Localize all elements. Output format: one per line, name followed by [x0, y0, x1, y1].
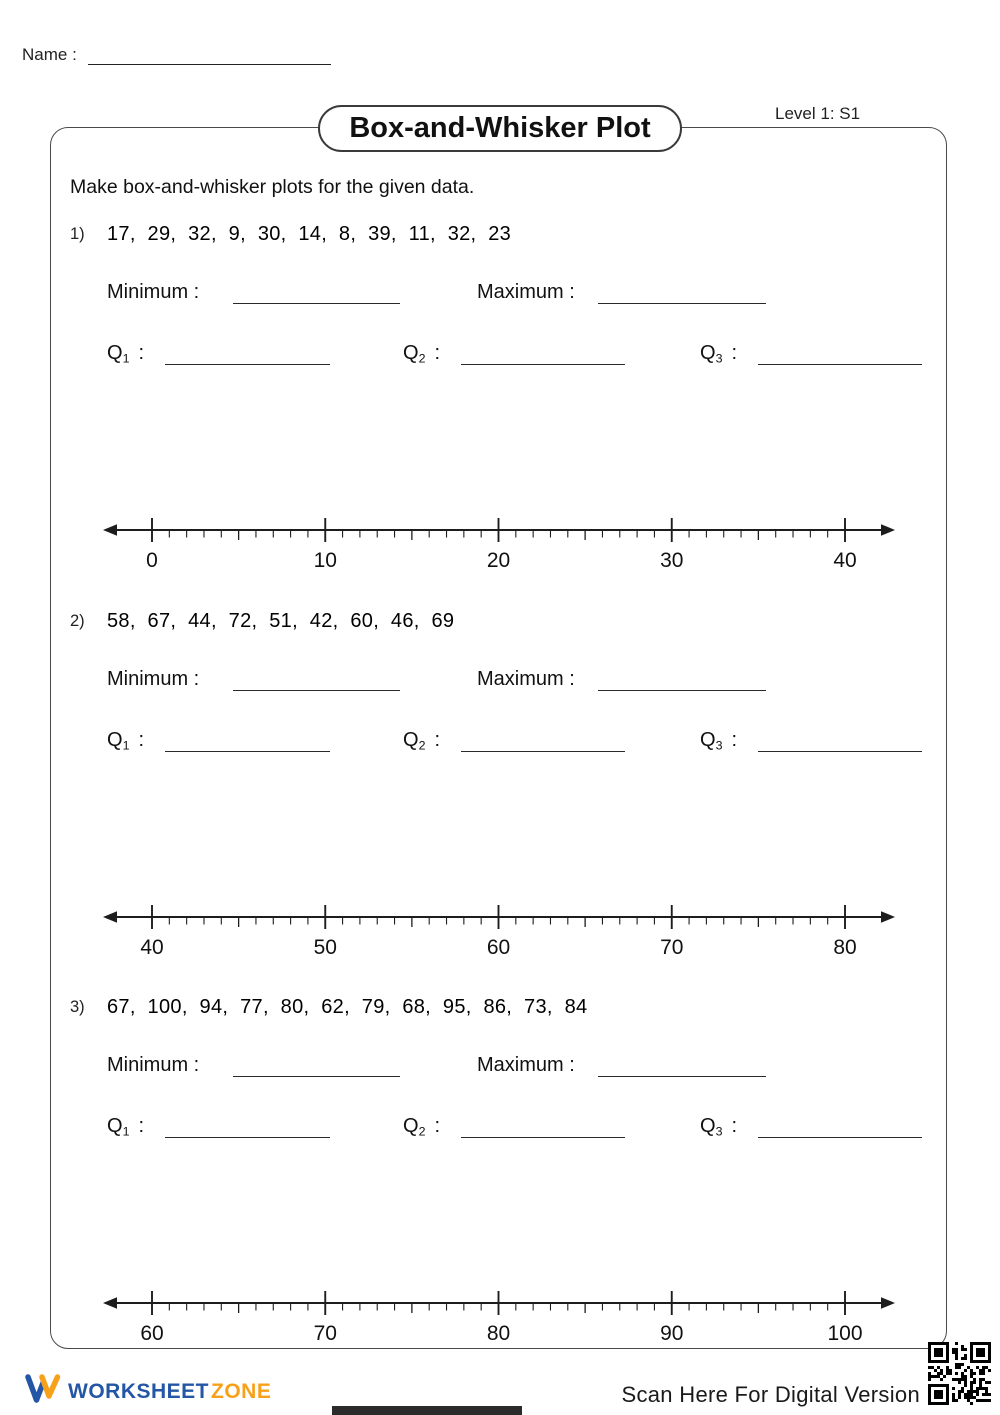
svg-text:40: 40	[833, 549, 857, 572]
instruction-text: Make box-and-whisker plots for the given data.	[70, 176, 475, 198]
svg-text:70: 70	[660, 936, 684, 959]
problem-number: 1)	[70, 225, 85, 243]
q3-answer-blank[interactable]	[758, 341, 922, 365]
problem-number: 3)	[70, 998, 85, 1016]
quartile-row	[50, 1115, 947, 1145]
number-line	[99, 512, 899, 572]
q2-answer-blank[interactable]	[461, 341, 625, 365]
maximum-label: Maximum :	[477, 668, 575, 690]
title-box	[318, 105, 682, 152]
q1-answer-blank[interactable]	[165, 1114, 330, 1138]
svg-text:40: 40	[140, 936, 164, 959]
q3-label: $Q_3$ :	[700, 1115, 738, 1139]
problem-number: 2)	[70, 612, 85, 630]
svg-text:100: 100	[827, 1322, 863, 1345]
q3-answer-blank[interactable]	[758, 1114, 922, 1138]
page-title: Box-and-Whisker Plot	[349, 112, 651, 144]
svg-text:50: 50	[313, 936, 337, 959]
problem-data-values: 67, 100, 94, 77, 80, 62, 79, 68, 95, 86, 73, 84	[107, 996, 588, 1018]
worksheetzone-logo-icon	[25, 1374, 61, 1409]
q3-answer-blank[interactable]	[758, 728, 922, 752]
bottom-bar	[332, 1406, 522, 1415]
min-max-row	[50, 668, 947, 698]
worksheetzone-logo	[25, 1374, 271, 1409]
svg-text:80: 80	[833, 936, 857, 959]
svg-text:60: 60	[486, 936, 511, 959]
svg-text:60: 60	[140, 1322, 164, 1345]
svg-text:90: 90	[660, 1322, 684, 1345]
q3-label: $Q_3$ :	[700, 729, 738, 753]
q1-answer-blank[interactable]	[165, 728, 330, 752]
q1-label: $Q_1$ :	[107, 1115, 145, 1139]
maximum-answer-blank[interactable]	[598, 280, 766, 304]
q1-label: $Q_1$ :	[107, 342, 145, 366]
q2-answer-blank[interactable]	[461, 1114, 625, 1138]
min-max-row	[50, 1054, 947, 1084]
level-tag: Level 1: S1	[775, 104, 861, 123]
q2-label: $Q_2$ :	[403, 729, 441, 753]
number-line	[99, 1285, 899, 1345]
q1-label: $Q_1$ :	[107, 729, 145, 753]
quartile-row	[50, 342, 947, 372]
q2-label: $Q_2$ :	[403, 1115, 441, 1139]
q3-label: $Q_3$ :	[700, 342, 738, 366]
q2-label: $Q_2$ :	[403, 342, 441, 366]
minimum-label: Minimum :	[107, 1054, 200, 1076]
svg-text:80: 80	[486, 1322, 511, 1345]
svg-text:0: 0	[146, 549, 158, 572]
maximum-answer-blank[interactable]	[598, 667, 766, 691]
problem-3	[50, 996, 947, 1356]
problem-data-values: 58, 67, 44, 72, 51, 42, 60, 46, 69	[107, 610, 455, 632]
svg-text:20: 20	[486, 549, 511, 572]
maximum-answer-blank[interactable]	[598, 1053, 766, 1077]
svg-text:10: 10	[313, 549, 337, 572]
maximum-label: Maximum :	[477, 1054, 575, 1076]
svg-text:70: 70	[313, 1322, 337, 1345]
minimum-answer-blank[interactable]	[233, 280, 400, 304]
quartile-row	[50, 729, 947, 759]
minimum-label: Minimum :	[107, 281, 200, 303]
q1-answer-blank[interactable]	[165, 341, 330, 365]
minimum-answer-blank[interactable]	[233, 1053, 400, 1077]
q2-answer-blank[interactable]	[461, 728, 625, 752]
minimum-label: Minimum :	[107, 668, 200, 690]
name-label: Name :	[22, 45, 77, 64]
min-max-row	[50, 281, 947, 311]
brand-text: WORKSHEET ZONE	[68, 1379, 272, 1403]
name-blank[interactable]	[88, 44, 331, 65]
scan-here-text: Scan Here For Digital Version	[621, 1382, 920, 1407]
minimum-answer-blank[interactable]	[233, 667, 400, 691]
problem-2	[50, 610, 947, 970]
svg-text:30: 30	[660, 549, 684, 572]
maximum-label: Maximum :	[477, 281, 575, 303]
problem-1	[50, 223, 947, 583]
qr-code	[928, 1342, 992, 1406]
problem-data-values: 17, 29, 32, 9, 30, 14, 8, 39, 11, 32, 23	[107, 223, 512, 245]
number-line	[99, 899, 899, 959]
